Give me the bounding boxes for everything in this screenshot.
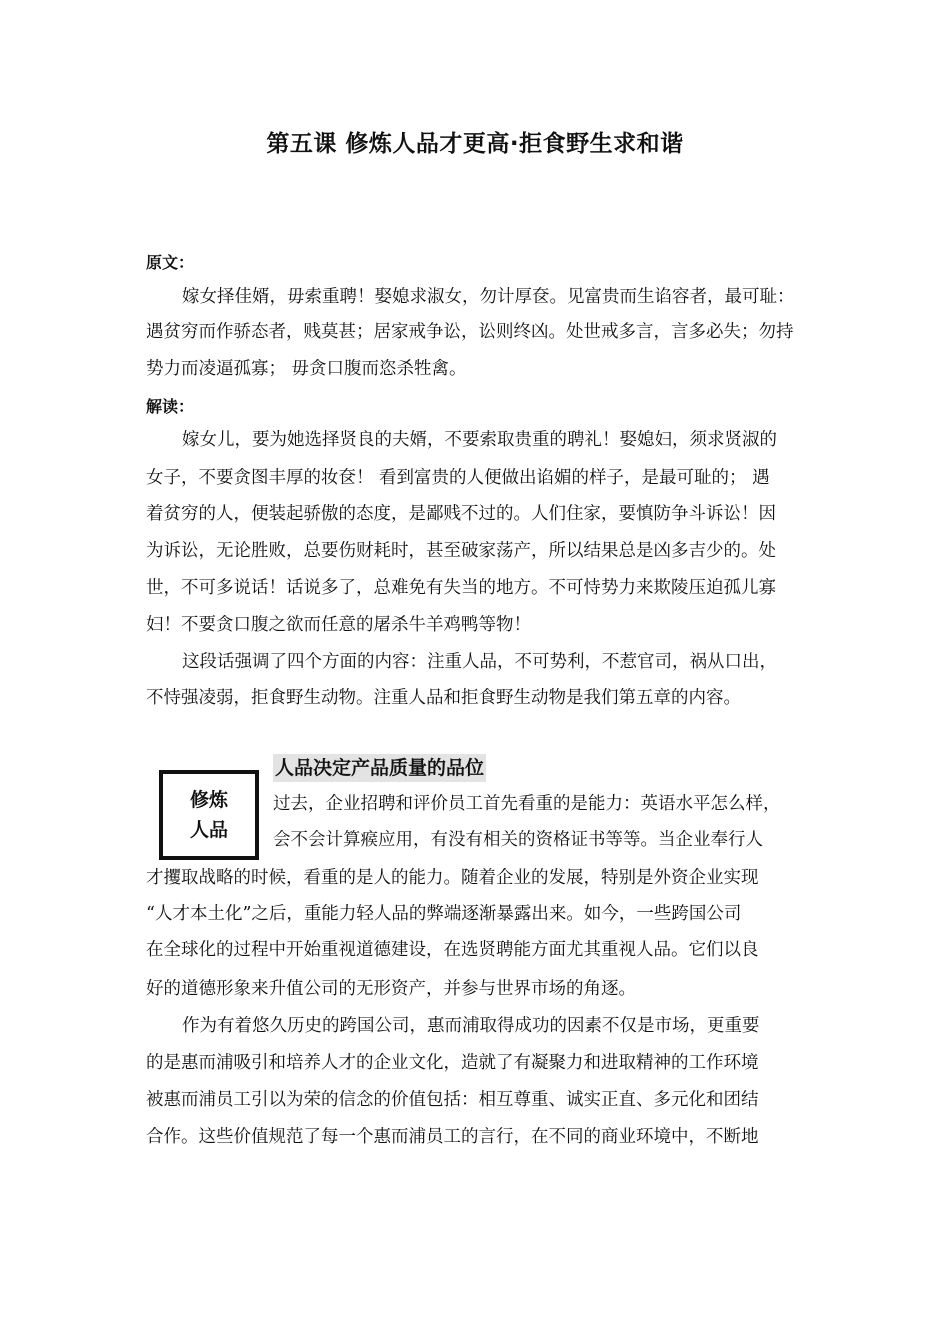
section-paragraph-line: 作为有着悠久历史的跨国公司，惠而浦取得成功的因素不仅是市场，更重要 bbox=[182, 1016, 760, 1036]
interpretation-line: 嫁女儿，要为她选择贤良的夫婿，不要索取贵重的聘礼！娶媳妇，须求贤淑的 bbox=[182, 430, 777, 450]
section-line: “人才本土化”之后，重能力轻人品的弊端逐渐暴露出来。如今，一些跨国公司 bbox=[146, 904, 742, 924]
interpretation-label: 解读： bbox=[146, 397, 195, 416]
section-paragraph-line: 的是惠而浦吸引和培养人才的企业文化，造就了有凝聚力和进取精神的工作环境 bbox=[146, 1053, 759, 1073]
original-text-label: 原文： bbox=[146, 253, 195, 272]
lesson-title: 第五课 修炼人品才更高·拒食野生求和谐 bbox=[266, 131, 684, 157]
section-badge bbox=[159, 770, 259, 860]
section-line: 会不会计算瘊应用，有没有相关的资格证书等等。当企业奉行人 bbox=[273, 830, 763, 850]
section-heading: 人品决定产品质量的品位 bbox=[273, 754, 486, 782]
interpretation-line: 女子，不要贪图丰厚的妆奁！ 看到富贵的人便做出谄媚的样子，是最可耻的； 遇 bbox=[146, 468, 770, 488]
badge-line: 修炼 bbox=[189, 789, 228, 811]
interpretation-line: 着贫穷的人，便装起骄傲的态度，是鄙贱不过的。人们住家，要慎防争斗诉讼！因 bbox=[146, 504, 776, 524]
badge-line: 人品 bbox=[189, 819, 228, 841]
interpretation-line: 为诉讼，无论胜败，总要伤财耗时，甚至破家荡产，所以结果总是凶多吉少的。处 bbox=[146, 541, 776, 561]
original-text-line: 势力而凌逼孤寡； 毋贪口腹而恣杀牲禽。 bbox=[146, 359, 467, 379]
summary-line: 这段话强调了四个方面的内容：注重人品，不可势利，不惹官司，祸从口出， bbox=[182, 652, 777, 672]
section-line: 在全球化的过程中开始重视道德建设，在选贤聘能方面尤其重视人品。它们以良 bbox=[146, 940, 759, 960]
section-line: 过去，企业招聘和评价员工首先看重的是能力：英语水平怎么样， bbox=[273, 794, 781, 814]
original-text-line: 遇贫穷而作骄态者，贱莫甚；居家戒争讼，讼则终凶。处世戒多言，言多必失；勿持 bbox=[146, 322, 794, 342]
section-line: 好的道德形象来升值公司的无形资产，并参与世界市场的角逐。 bbox=[146, 979, 636, 999]
interpretation-line: 妇！不要贪口腹之欲而任意的屠杀牛羊鸡鸭等物！ bbox=[146, 615, 531, 635]
interpretation-line: 世，不可多说话！话说多了，总难免有失当的地方。不可恃势力来欺陵压迫孤儿寡 bbox=[146, 578, 776, 598]
section-line: 才攫取战略的时候，看重的是人的能力。随着企业的发展，特别是外资企业实现 bbox=[146, 868, 759, 888]
original-text-line: 嫁女择佳婿，毋索重聘！娶媳求淑女，勿计厚奁。见富贵而生谄容者，最可耻： bbox=[182, 287, 795, 307]
section-paragraph-line: 被惠而浦员工引以为荣的信念的价值包括：相互尊重、诚实正直、多元化和团结 bbox=[146, 1090, 759, 1110]
section-paragraph-line: 合作。这些价值规范了每一个惠而浦员工的言行，在不同的商业环境中，不断地 bbox=[146, 1127, 759, 1147]
summary-line: 不恃强凌弱，拒食野生动物。注重人品和拒食野生动物是我们第五章的内容。 bbox=[146, 688, 741, 708]
